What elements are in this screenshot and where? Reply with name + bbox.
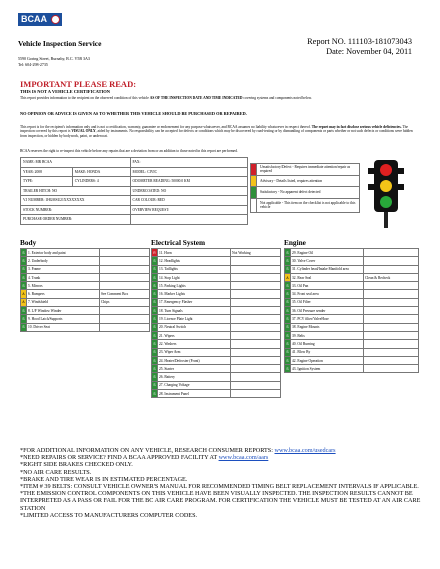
status-code-cell: A — [21, 290, 27, 298]
inspection-item-note — [364, 298, 419, 306]
note-consumer-reports — [20, 447, 425, 454]
status-code-cell: S — [21, 323, 27, 331]
inspection-item-note — [231, 331, 281, 339]
status-code-cell: S — [152, 307, 158, 315]
info-cell: MODEL: CIVIC — [130, 167, 247, 177]
status-code-cell: S — [152, 323, 158, 331]
inspection-item-note — [100, 273, 150, 281]
inspection-item-note — [100, 257, 150, 265]
inspection-row — [285, 265, 419, 273]
note-list: *RIGHT SIDE BRAKES CHECKED ONLY. *NO AIR CARE RESULTS. *BRAKE AND TIRE WEAR IS IN ESTIMATED PERCENTAGE. *ITEM # 39 BELTS: CONSULT VEHICLE OWNER'S MANUAL FOR RECOMMENDED TIMING BELT REPLACEMENT INTERVALS IF APPLICABLE. *THE EMISSION CONTROL COMPONENTS ON THIS VEHICLE HAVE BEEN VISUALLY INSPECTED. THE INSPECTION RESULTS CANNOT BE INTERPRETED AS A PASS OR FAIL FOR THE BC AIR CARE PROGRAM. FOR CERTIFICATION THE VEHICLE MUST BE TESTED AT AN AIR CARE STATION *LIMITED ACCESS TO MANUFACTURERS COMPUTER CODES. — [20, 461, 421, 519]
info-cell: V.I NUMBER: 1HGMSU21XXXXXXXX — [21, 196, 131, 206]
inspection-row — [152, 331, 281, 339]
inspection-row — [285, 257, 419, 265]
inspection-row — [285, 307, 419, 315]
inspection-item-note — [231, 348, 281, 356]
inspection-row — [21, 265, 150, 273]
inspection-row — [21, 273, 150, 281]
inspection-row — [285, 365, 419, 373]
text-run: , aided by instruments. No responsibility can be accepted for defects or conditions which may be discovered by road-testing or by dismantling of components or parts whether or not such defects or conditions were hidden from inspection, or hidden by bodywork, paint, or undercoat. — [20, 129, 413, 138]
status-code-cell: S — [152, 257, 158, 265]
inspection-item-note — [364, 315, 419, 323]
info-cell: ODOMETER READING: 50000.0 KM — [130, 177, 247, 187]
disclaimer-paragraph-1 — [20, 96, 420, 100]
inspection-item-label: 33. Oil Pan — [291, 282, 364, 290]
inspection-row — [285, 315, 419, 323]
inspection-item-note — [100, 315, 150, 323]
inspection-row — [285, 290, 419, 298]
inspection-item-label: 40. Oil Burning — [291, 340, 364, 348]
inspection-item-note — [364, 331, 419, 339]
inspection-item-note — [100, 265, 150, 273]
status-code-cell: S — [285, 323, 291, 331]
status-code-cell: S — [285, 307, 291, 315]
status-code-cell: R — [152, 249, 158, 257]
inspection-row — [152, 273, 281, 281]
inspection-item-label: 27. Charging Voltage — [158, 381, 231, 389]
info-cell: CYLINDERS: 4 — [72, 177, 130, 187]
status-code-cell: S — [152, 273, 158, 281]
approved-facility-link[interactable]: www.bcaa.com/aars — [218, 454, 269, 462]
body-inspection-table — [20, 248, 150, 332]
inspection-item-label: 37. PCV filter/ValveHose — [291, 315, 364, 323]
inspection-item-label: 10. Driver Seat — [27, 323, 100, 331]
inspection-item-note: Chips — [100, 298, 150, 306]
inspection-item-note — [364, 356, 419, 364]
info-row — [21, 196, 248, 206]
info-row — [21, 215, 248, 225]
caa-badge-icon — [51, 15, 60, 24]
status-code-cell: S — [152, 298, 158, 306]
inspection-item-label: 2. Underbody — [27, 257, 100, 265]
inspection-item-label: 29. Engine Oil — [291, 249, 364, 257]
info-cell: TRAILER HITCH: NO — [21, 186, 131, 196]
status-code-cell: S — [285, 348, 291, 356]
inspection-row — [285, 298, 419, 306]
text-run: This report is for the recipient's information only and is not a certification, warranty, guarantee or endorsement for any purpose whatsoever, and BCAA assumes no liability whatsoever in respect thereof. — [20, 125, 312, 129]
status-code-cell: S — [285, 298, 291, 306]
info-cell: STOCK NUMBER: — [21, 205, 131, 215]
inspection-row — [152, 290, 281, 298]
inspection-item-note — [364, 290, 419, 298]
inspection-item-label: 3. Frame — [27, 265, 100, 273]
inspection-item-label: 6. Bumpers — [27, 290, 100, 298]
inspection-item-label: 4. Trunk — [27, 273, 100, 281]
inspection-item-note: Clean & Recheck — [364, 273, 419, 281]
inspection-row — [21, 323, 150, 331]
inspection-item-note — [364, 249, 419, 257]
info-cell: OVERVIEW REQUEST: — [130, 205, 247, 215]
inspection-item-note — [364, 323, 419, 331]
text-run: The inspection covered by this report is — [20, 125, 408, 134]
electrical-inspection-table — [151, 248, 281, 398]
status-code-cell: S — [285, 365, 291, 373]
inspection-row — [21, 282, 150, 290]
info-cell: YEAR: 2008 — [21, 167, 73, 177]
info-cell: PURCHASE ORDER NUMBER: — [21, 215, 131, 225]
service-title: Vehicle Inspection Service — [18, 39, 102, 48]
inspection-row — [285, 356, 419, 364]
status-code-cell: S — [152, 265, 158, 273]
inspection-item-label: 24. Heater/Defroster (Front) — [158, 356, 231, 364]
status-code-cell: S — [285, 265, 291, 273]
info-cell — [130, 215, 247, 225]
inspection-item-note — [364, 340, 419, 348]
reinspect-paragraph: BCAA reserves the right to re-inspect this vehicle before any repairs that are a deviation from or an addition to those noted in this report are performed. — [20, 149, 238, 153]
info-row — [21, 205, 248, 215]
info-cell: TYPE: — [21, 177, 73, 187]
inspection-row — [152, 365, 281, 373]
inspection-item-note — [231, 315, 281, 323]
inspection-row — [152, 249, 281, 257]
inspection-item-note — [231, 381, 281, 389]
inspection-item-label: 41. Blow By — [291, 348, 364, 356]
inspection-row — [285, 340, 419, 348]
inspection-item-note — [231, 390, 281, 398]
inspection-item-note — [231, 365, 281, 373]
note-approved-facility — [20, 454, 425, 461]
inspection-item-label: 43. Ignition System — [291, 365, 364, 373]
inspection-row — [285, 323, 419, 331]
inspection-item-label: 39. Belts — [291, 331, 364, 339]
status-code-cell: S — [285, 290, 291, 298]
status-code-cell: S — [152, 315, 158, 323]
inspection-item-note: Not Working — [231, 249, 281, 257]
text-run: *FOR ADDITIONAL INFORMATION ON ANY VEHICLE, RESEARCH CONSUMER REPORTS: — [20, 447, 275, 454]
inspection-item-note — [100, 282, 150, 290]
inspection-item-note — [364, 348, 419, 356]
status-code-cell: S — [21, 273, 27, 281]
status-code-cell: S — [152, 356, 158, 364]
inspection-item-note — [364, 365, 419, 373]
inspection-row — [152, 381, 281, 389]
inspection-row — [152, 373, 281, 381]
inspection-item-label: 19. Licence Plate Light — [158, 315, 231, 323]
status-code-cell: S — [152, 381, 158, 389]
status-code-cell: S — [152, 390, 158, 398]
inspection-row — [152, 348, 281, 356]
inspection-row — [21, 249, 150, 257]
inspection-row — [21, 257, 150, 265]
inspection-row — [285, 282, 419, 290]
inspection-row — [152, 257, 281, 265]
status-code-cell: A — [285, 273, 291, 281]
inspection-row — [152, 282, 281, 290]
text-run: *NEED REPAIRS OR SERVICE? FIND A BCAA APPROVED FACILITY AT — [20, 454, 219, 462]
no-opinion-heading: NO OPINION OR ADVICE IS GIVEN AS TO WHETHER THIS VEHICLE SHOULD BE PURCHASED OR REPAIRED. — [20, 111, 247, 116]
inspection-item-label: 26. Battery — [158, 373, 231, 381]
inspection-item-note — [231, 323, 281, 331]
legend-text: Unsatisfactory/Defect - Requires immediate attention/repair as required — [260, 165, 351, 174]
status-code-cell: S — [21, 282, 27, 290]
text-run: covering systems and components noted below. — [242, 96, 312, 100]
info-row — [21, 186, 248, 196]
section-title-body: Body — [20, 238, 37, 247]
text-run: This report provides information to the recipient on the observed condition of this vehicle — [20, 96, 150, 100]
info-cell: UNDERCOATED: NO — [130, 186, 247, 196]
text-run-bold: The report may in fact disclose serious vehicle deficiencies. — [311, 125, 402, 129]
status-code-cell: S — [285, 282, 291, 290]
inspection-item-label: 32. Rear Seal — [291, 273, 364, 281]
info-cell: CAR COLOUR: RED — [130, 196, 247, 206]
inspection-item-label: 22. Washers — [158, 340, 231, 348]
info-row — [21, 177, 248, 187]
inspection-item-note — [231, 340, 281, 348]
inspection-item-label: 9. Hood Latch/Supports — [27, 315, 100, 323]
status-code-cell: S — [285, 249, 291, 257]
report-number: Report NO. 111103-181073043 — [307, 37, 412, 46]
inspection-row — [152, 323, 281, 331]
inspection-item-note — [231, 257, 281, 265]
inspection-item-label: 18. Turn Signals — [158, 307, 231, 315]
status-code-cell: S — [21, 307, 27, 315]
status-code-cell: S — [152, 331, 158, 339]
inspection-row — [21, 307, 150, 315]
inspection-item-label: 34. Front seal area — [291, 290, 364, 298]
inspection-item-label: 17. Emergency Flasher — [158, 298, 231, 306]
inspection-item-note — [364, 265, 419, 273]
inspection-item-label: 20. Neutral Switch — [158, 323, 231, 331]
inspection-item-label: 15. Parking Lights — [158, 282, 231, 290]
section-title-engine: Engine — [284, 238, 306, 247]
inspection-item-label: 42. Engine Operation — [291, 356, 364, 364]
info-cell: FAX: — [130, 158, 247, 168]
legend-row — [250, 175, 360, 187]
inspection-item-note — [231, 265, 281, 273]
inspection-row — [152, 307, 281, 315]
inspection-item-note — [231, 307, 281, 315]
status-code-cell: S — [152, 340, 158, 348]
inspection-item-label: 21. Wipers — [158, 331, 231, 339]
legend-row — [250, 186, 360, 198]
info-row — [21, 158, 248, 168]
inspection-item-note — [100, 323, 150, 331]
report-info — [307, 37, 412, 57]
status-legend — [250, 163, 360, 213]
inspection-item-label: 13. Taillights — [158, 265, 231, 273]
inspection-item-label: 35. Oil Filter — [291, 298, 364, 306]
engine-inspection-table — [284, 248, 419, 373]
inspection-item-note — [364, 282, 419, 290]
inspection-item-note — [231, 290, 281, 298]
legend-text: Not applicable - This item on the checklist is not applicable to this vehicle — [260, 200, 356, 209]
not-certification-heading: THIS IS NOT A VEHICLE CERTIFICATION — [20, 89, 110, 94]
inspection-item-note — [231, 282, 281, 290]
footer-notes — [20, 447, 425, 519]
status-code-cell: S — [152, 290, 158, 298]
status-code-cell: S — [152, 348, 158, 356]
inspection-item-note — [231, 298, 281, 306]
inspection-item-label: 25. Starter — [158, 365, 231, 373]
inspection-row — [285, 348, 419, 356]
inspection-item-label: 16. Marker Lights — [158, 290, 231, 298]
inspection-row — [152, 298, 281, 306]
status-code-cell: S — [21, 265, 27, 273]
legend-row — [250, 163, 360, 175]
address — [18, 56, 90, 67]
section-title-electrical: Electrical System — [151, 238, 206, 247]
inspection-item-note — [100, 307, 150, 315]
inspection-item-label: 11. Horn — [158, 249, 231, 257]
status-code-cell: S — [285, 340, 291, 348]
logo-text: BCAA — [21, 14, 47, 24]
inspection-item-label: 5. Mirrors — [27, 282, 100, 290]
inspection-item-note — [364, 307, 419, 315]
inspection-item-label: 30. Valve Cover — [291, 257, 364, 265]
inspection-item-label: 23. Wiper Arm — [158, 348, 231, 356]
inspection-row — [152, 315, 281, 323]
inspection-row — [21, 315, 150, 323]
vehicle-info-table — [20, 157, 248, 225]
disclaimer-paragraph-2 — [20, 125, 420, 138]
info-cell: MAKE: HONDA — [72, 167, 130, 177]
important-heading: IMPORTANT PLEASE READ: — [20, 79, 137, 89]
status-code-cell: S — [152, 282, 158, 290]
inspection-item-note: See Comment Box — [100, 290, 150, 298]
phone-line: Tel: 604-298-2735 — [18, 61, 48, 67]
status-code-cell: S — [285, 315, 291, 323]
inspection-row — [152, 265, 281, 273]
address-line: 5590 Goring Street, Burnaby, B.C. V5B 3A3 — [18, 56, 90, 61]
info-row — [21, 167, 248, 177]
legend-text: Advisory - Details listed, requires attention — [260, 178, 323, 183]
inspection-item-note — [100, 249, 150, 257]
inspection-item-label: 7. Windshield — [27, 298, 100, 306]
inspection-row — [152, 390, 281, 398]
inspection-item-note — [231, 373, 281, 381]
status-code-cell: S — [285, 331, 291, 339]
status-code-cell: S — [21, 257, 27, 265]
inspection-item-label: 12. Headlights — [158, 257, 231, 265]
status-code-cell: S — [152, 373, 158, 381]
inspection-row — [152, 356, 281, 364]
legend-text: Satisfactory - No apparent defect detected — [260, 190, 321, 195]
status-code-cell: S — [21, 315, 27, 323]
status-code-cell: A — [21, 298, 27, 306]
inspection-item-label: 38. Engine Mounts — [291, 323, 364, 331]
inspection-item-label: 14. Stop Light — [158, 273, 231, 281]
inspection-row — [285, 249, 419, 257]
status-code-cell: S — [285, 257, 291, 265]
info-cell: NAME: MR BCAA — [21, 158, 131, 168]
inspection-row — [285, 331, 419, 339]
inspection-item-label: 28. Instrument Panel — [158, 390, 231, 398]
traffic-light-icon — [366, 158, 406, 228]
status-code-cell: S — [152, 365, 158, 373]
report-date: Date: November 04, 2011 — [326, 47, 412, 56]
inspection-row — [21, 298, 150, 306]
inspection-item-note — [231, 273, 281, 281]
inspection-item-note — [231, 356, 281, 364]
consumer-reports-link[interactable]: www.bcaa.com/usedcars — [274, 447, 336, 454]
inspection-row — [152, 340, 281, 348]
inspection-item-note — [364, 257, 419, 265]
text-run-bold: VISUAL ONLY — [71, 129, 96, 134]
text-run-bold: AS OF THE INSPECTION DATE AND TIME INDICATED — [149, 96, 243, 100]
inspection-row — [285, 273, 419, 281]
legend-row — [250, 198, 360, 213]
inspection-item-label: 31. Cylinder head/Intake Manifold area — [291, 265, 364, 273]
bcaa-logo — [18, 13, 62, 26]
status-code-cell: S — [21, 249, 27, 257]
inspection-item-label: 8. L/F Window Winder — [27, 307, 100, 315]
inspection-item-label: 1. Exterior body and paint — [27, 249, 100, 257]
inspection-item-label: 36. Oil Pressure sender — [291, 307, 364, 315]
inspection-row — [21, 290, 150, 298]
status-code-cell: S — [285, 356, 291, 364]
